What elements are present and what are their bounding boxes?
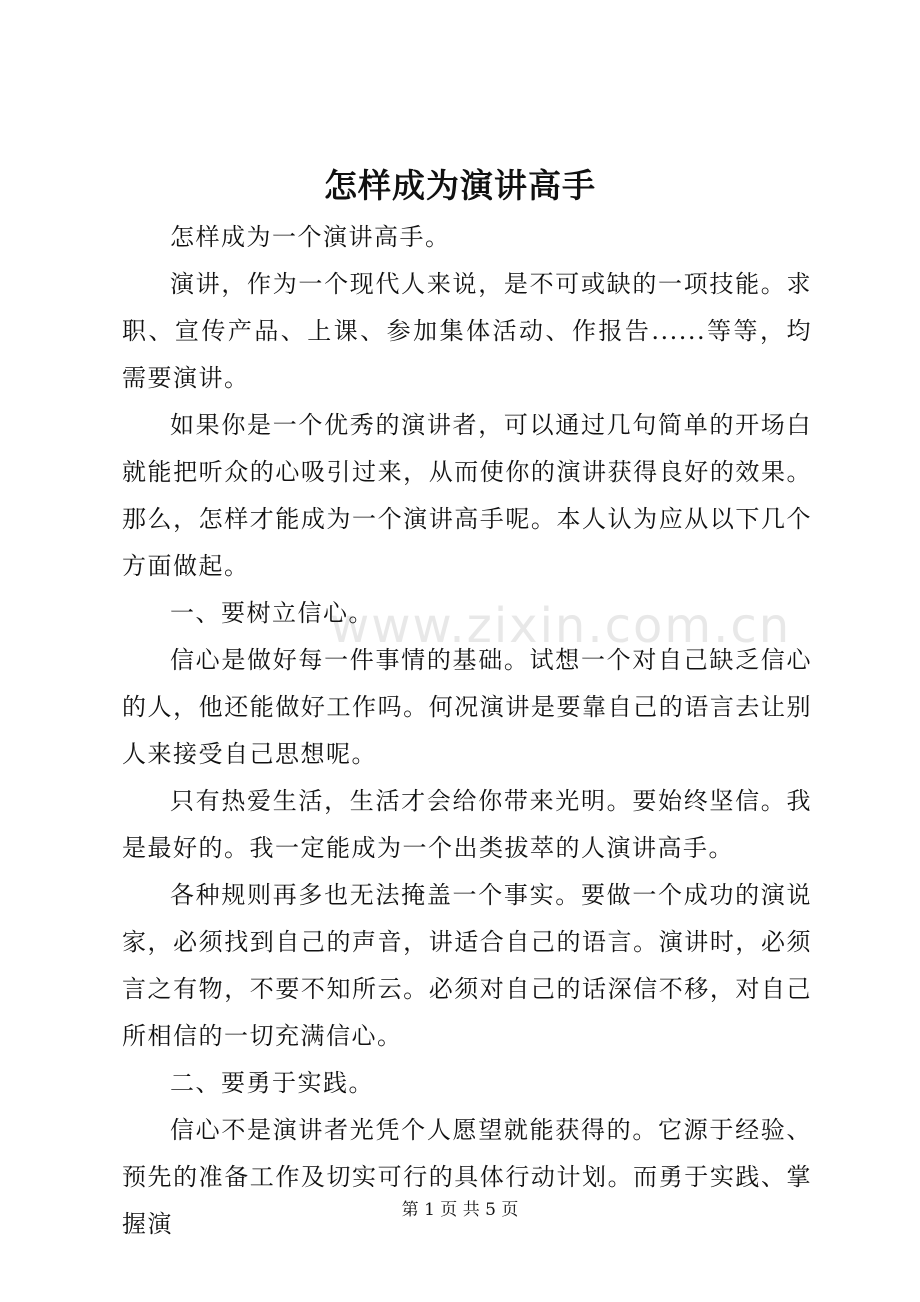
page-footer: 第 1 页 共 5 页	[401, 1200, 519, 1220]
watermark: www.zixin.com.cn	[330, 598, 792, 654]
paragraph: 信心是做好每一件事情的基础。试想一个对自己缺乏信心的人，他还能做好工作吗。何况演讲是要靠自己的语言去让别人来接受自己思想呢。	[122, 646, 812, 768]
paragraph: 演讲，作为一个现代人来说，是不可或缺的一项技能。求职、宣传产品、上课、参加集体活动、作报告......等等，均需要演讲。	[122, 270, 812, 392]
paragraph: 各种规则再多也无法掩盖一个事实。要做一个成功的演说家，必须找到自己的声音，讲适合自己的语言。演讲时，必须言之有物，不要不知所云。必须对自己的话深信不移，对自己所相信的一切充满信心。	[122, 881, 812, 1050]
paragraph: 怎样成为一个演讲高手。	[170, 223, 451, 251]
section-heading: 一、要树立信心。	[170, 599, 374, 627]
document-body	[122, 214, 812, 1248]
paragraph: 如果你是一个优秀的演讲者，可以通过几句简单的开场白就能把听众的心吸引过来，从而使你的演讲获得良好的效果。那么，怎样才能成为一个演讲高手呢。本人认为应从以下几个方面做起。	[122, 411, 812, 580]
section-heading: 二、要勇于实践。	[170, 1069, 374, 1097]
paragraph: 信心不是演讲者光凭个人愿望就能获得的。它源于经验、预先的准备工作及切实可行的具体行动计划。而勇于实践、掌握演	[122, 1116, 812, 1238]
paragraph: 只有热爱生活，生活才会给你带来光明。要始终坚信。我是最好的。我一定能成为一个出类拔萃的人演讲高手。	[122, 787, 812, 862]
page-title: 怎样成为演讲高手	[324, 166, 596, 205]
